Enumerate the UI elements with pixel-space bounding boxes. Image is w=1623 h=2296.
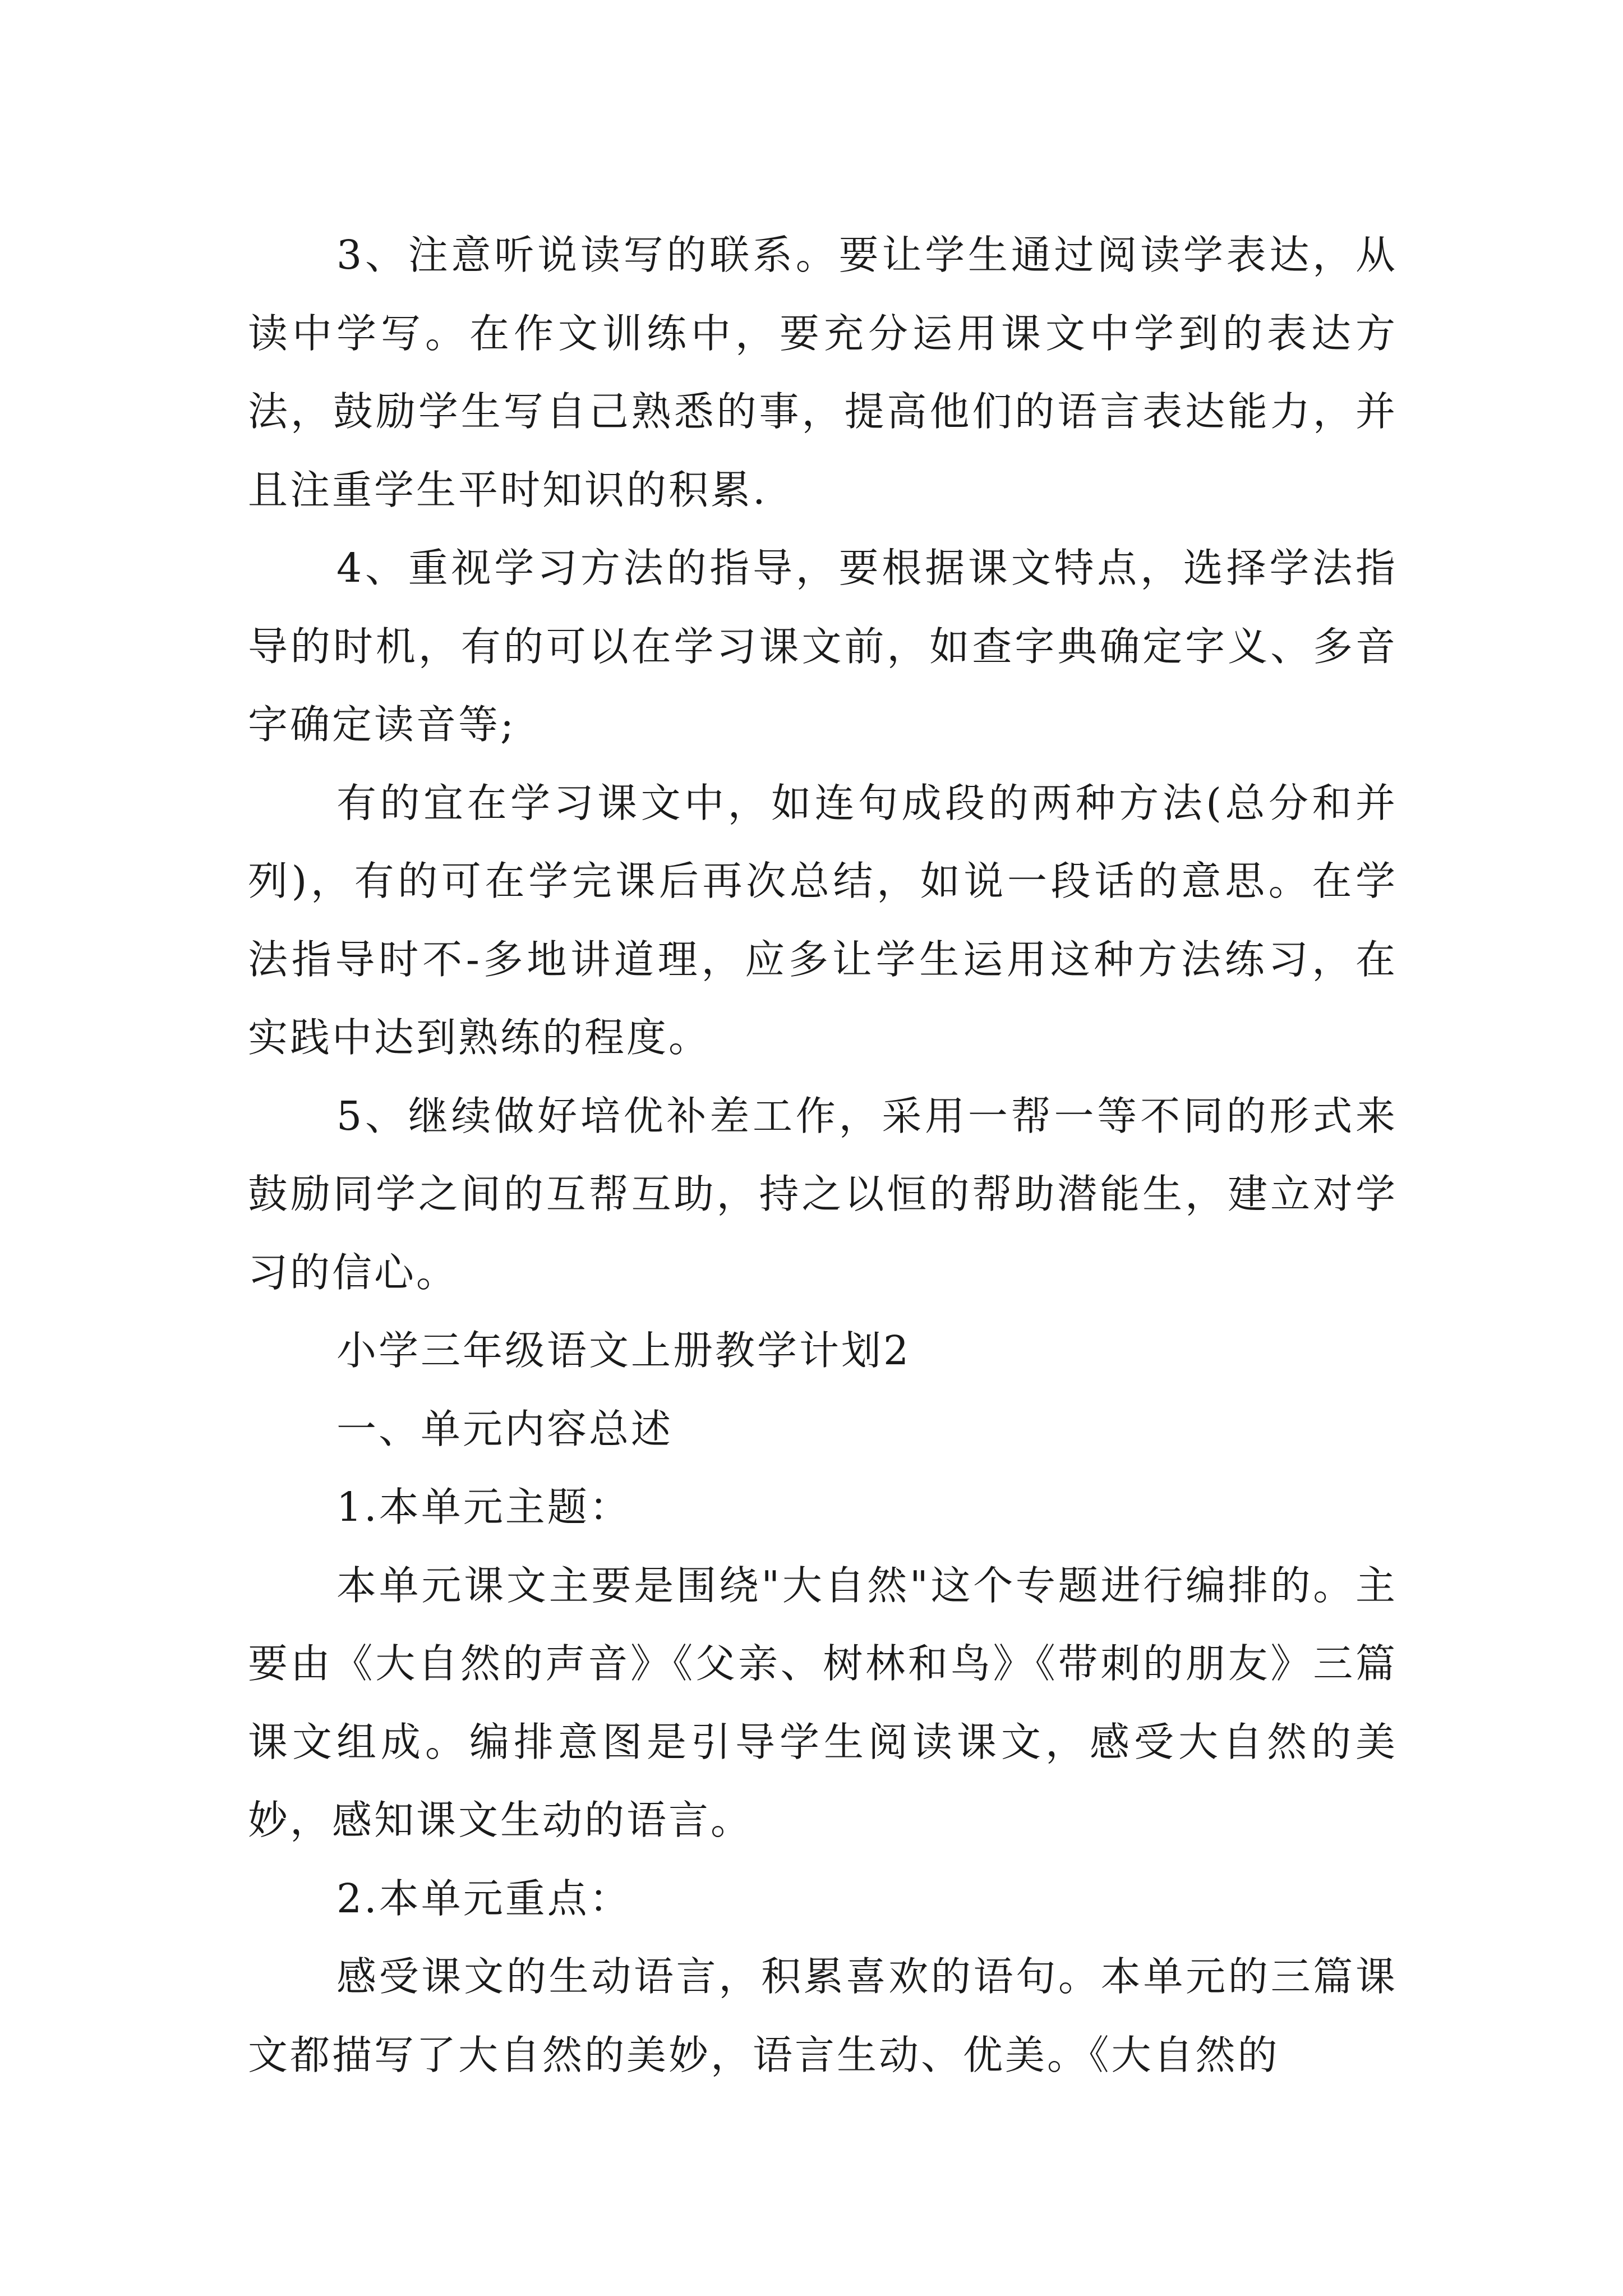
paragraph-unit-focus: 感受课文的生动语言，积累喜欢的语句。本单元的三篇课文都描写了大自然的美妙，语言生动、优美。《大自然的 — [248, 1953, 1398, 2078]
section-heading-unit-overview: 一、单元内容总述 — [336, 1405, 674, 1452]
paragraph-study-methods: 4、重视学习方法的指导，要根据课文特点，选择学法指导的时机，有的可以在学习课文前，如查字典确定字义、多音字确定读音等; — [248, 545, 1398, 748]
section-title-plan-2: 小学三年级语文上册教学计划2 — [336, 1327, 911, 1374]
paragraph-unit-theme: 本单元课文主要是围绕"大自然"这个专题进行编排的。主要由《大自然的声音》《父亲、树林和鸟》《带刺的朋友》三篇课文组成。编排意图是引导学生阅读课文，感受大自然的美妙，感知课文生动的语言。 — [248, 1562, 1398, 1843]
subheading-unit-focus: 2.本单元重点： — [336, 1875, 631, 1922]
document-body — [248, 216, 1398, 2094]
paragraph-listening-reading-writing: 3、注意听说读写的联系。要让学生通过阅读学表达，从读中学写。在作文训练中，要充分运用课文中学到的表达方法，鼓励学生写自己熟悉的事，提高他们的语言表达能力，并且注重学生平时知识的积累. — [248, 232, 1398, 513]
paragraph-method-timing: 有的宜在学习课文中，如连句成段的两种方法(总分和并列)，有的可在学完课后再次总结，如说一段话的意思。在学法指导时不-多地讲道理，应多让学生运用这种方法练习，在实践中达到熟练的程度。 — [248, 779, 1398, 1061]
subheading-unit-theme: 1.本单元主题： — [336, 1484, 631, 1530]
paragraph-peer-support: 5、继续做好培优补差工作，采用一帮一等不同的形式来鼓励同学之间的互帮互助，持之以恒的帮助潜能生，建立对学习的信心。 — [248, 1092, 1398, 1296]
